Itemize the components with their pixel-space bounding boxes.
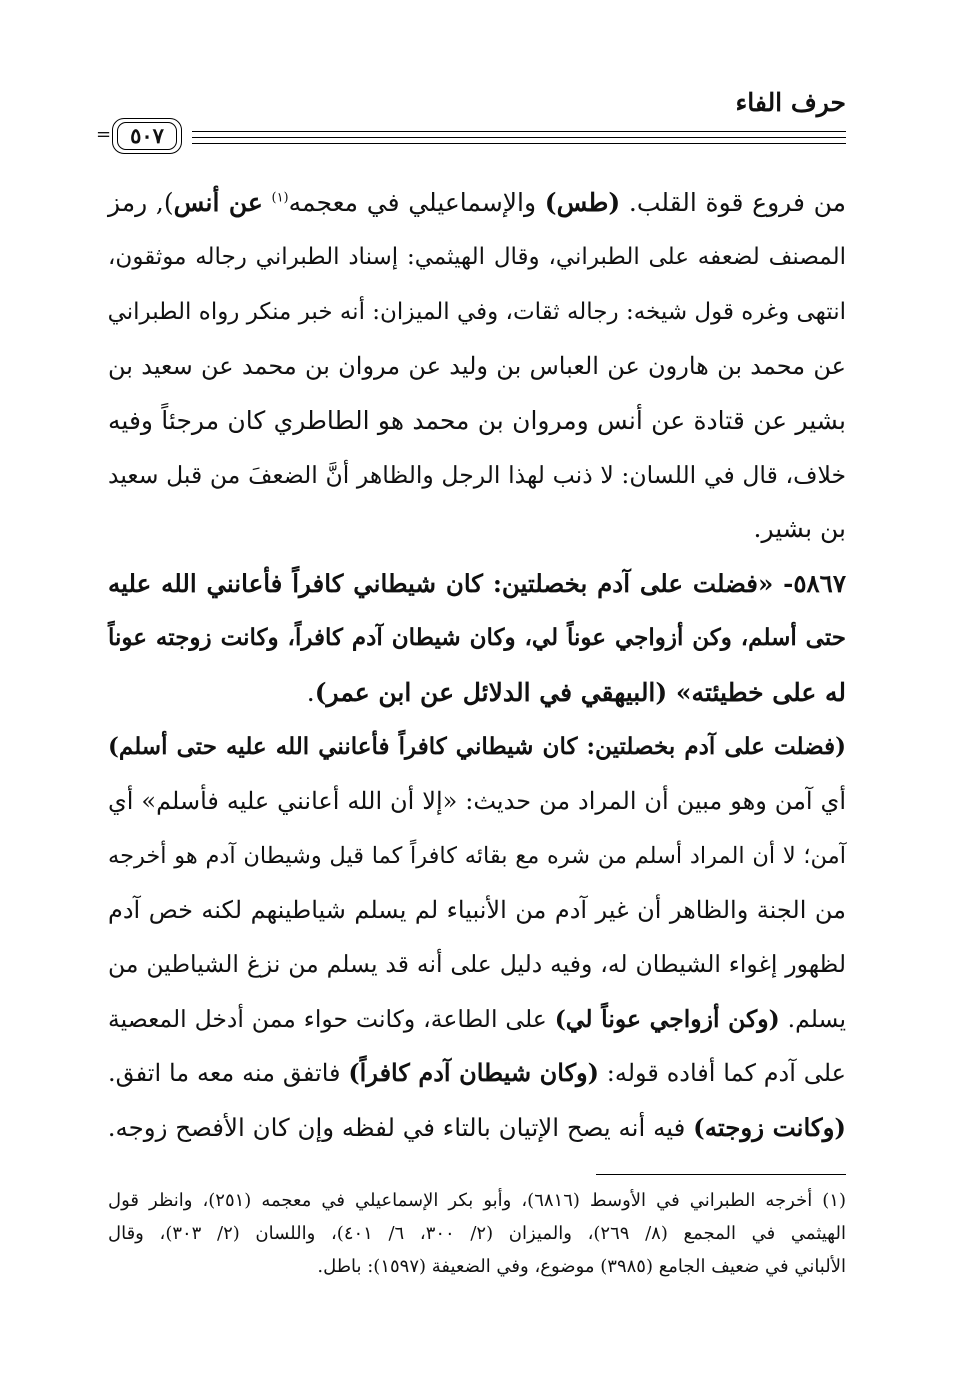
- chapter-title: حرف الفاء: [735, 88, 846, 117]
- commentary-heading: (فضلت على آدم بخصلتين: كان شيطاني كافراً فأعانني الله عليه حتى أسلم): [108, 732, 846, 760]
- hadith-line: ٥٨٦٧- «فضلت على آدم بخصلتين: كان شيطاني كافراً فأعانني الله عليه: [108, 568, 846, 598]
- hadith-line: حتى أسلم، وكن أزواجي عوناً لي، وكان شيطان آدم كافراً، وكانت زوجته عوناً: [108, 624, 846, 652]
- footnote-line: (١) أخرجه الطبراني في الأوسط (٦٨١٦)، وأبو بكر الإسماعيلي في معجمه (٢٥١)، وانظر قول: [108, 1190, 846, 1211]
- header-rule-bottom: [192, 143, 846, 144]
- text-line: (وكانت زوجته) فيه أنه يصح الإتيان بالتاء في لفظه وإن كان الأفصح زوجه.: [107, 1112, 846, 1142]
- footnote-line: الهيثمي في المجمع (٨/ ٢٦٩)، والميزان (٢/ ٣٠٠، ٦/ ٤٠١)، واللسان (٢/ ٣٠٣)، وقال: [108, 1223, 846, 1244]
- text-line: انتهى وغره قول شيخه: رجاله ثقات، وفي الميزان: أنه خبر منكر رواه الطبراني: [107, 298, 846, 325]
- footnote: [108, 1184, 846, 1283]
- ornament-dash: =: [96, 124, 112, 145]
- header-rule-top: [192, 131, 846, 132]
- text-line: خلاف، قال في اللسان: لا ذنب لهذا الرجل والظاهر أنَّ الضعفَ من قبل سعيد: [108, 460, 846, 489]
- text-line: على آدم كما أفاده قوله: (وكان شيطان آدم كافراً) فاتفق منه معه ما اتفق.: [108, 1058, 846, 1088]
- text-line: عن محمد بن هارون عن العباس بن وليد عن مروان بن محمد عن سعيد بن: [108, 352, 846, 381]
- body-text: [108, 176, 846, 1155]
- text-line: بشير عن قتادة عن أنس ومروان بن محمد هو الطاطري كان مرجئاً وفيه: [108, 405, 846, 435]
- footnote-line: الألباني في ضعيف الجامع (٣٩٨٥) موضوع، وفي الضعيفة (١٥٩٧): باطل.: [317, 1256, 846, 1277]
- text-line: أي آمن وهو مبين أن المراد من حديث: «إلا أن الله أعانني عليه فأسلم» أي: [108, 787, 846, 816]
- hadith-line: له على خطيئته» (البيهقي في الدلائل عن ابن عمر).: [306, 677, 846, 707]
- text-line: يسلم. (وكن أزواجي عوناً لي) على الطاعة، وكانت حواء ممن أدخل المعصية: [108, 1004, 846, 1033]
- page-number-badge: [96, 118, 192, 156]
- text-line: بن بشير.: [753, 514, 846, 544]
- text-line: آمن؛ لا أن المراد أسلم من شره مع بقائه كافراً كما قيل وشيطان آدم هو أخرجه: [108, 842, 846, 869]
- text-line: من الجنة والظاهر أن غير آدم من الأنبياء لم يسلم شياطينهم لكنه خص آدم: [108, 896, 846, 925]
- footnote-marker: (١): [271, 190, 289, 206]
- page-number: ٥٠٧: [117, 122, 177, 150]
- footnote-separator: [596, 1174, 846, 1175]
- text-line: المصنف لضعفه على الطبراني، وقال الهيثمي: إسناد الطبراني رجاله موثقون،: [108, 244, 846, 271]
- header-rule-middle: [192, 137, 846, 138]
- text-line: لظهور إغواء الشيطان له، وفيه دليل على أنه قد يسلم من نزغ الشياطين من: [108, 950, 846, 979]
- text-line: من فروع قوة القلب. (طس) والإسماعيلي في معجمه$^{(١)}$ عن أنس), رمز: [108, 188, 847, 217]
- page-number-frame: [112, 118, 182, 154]
